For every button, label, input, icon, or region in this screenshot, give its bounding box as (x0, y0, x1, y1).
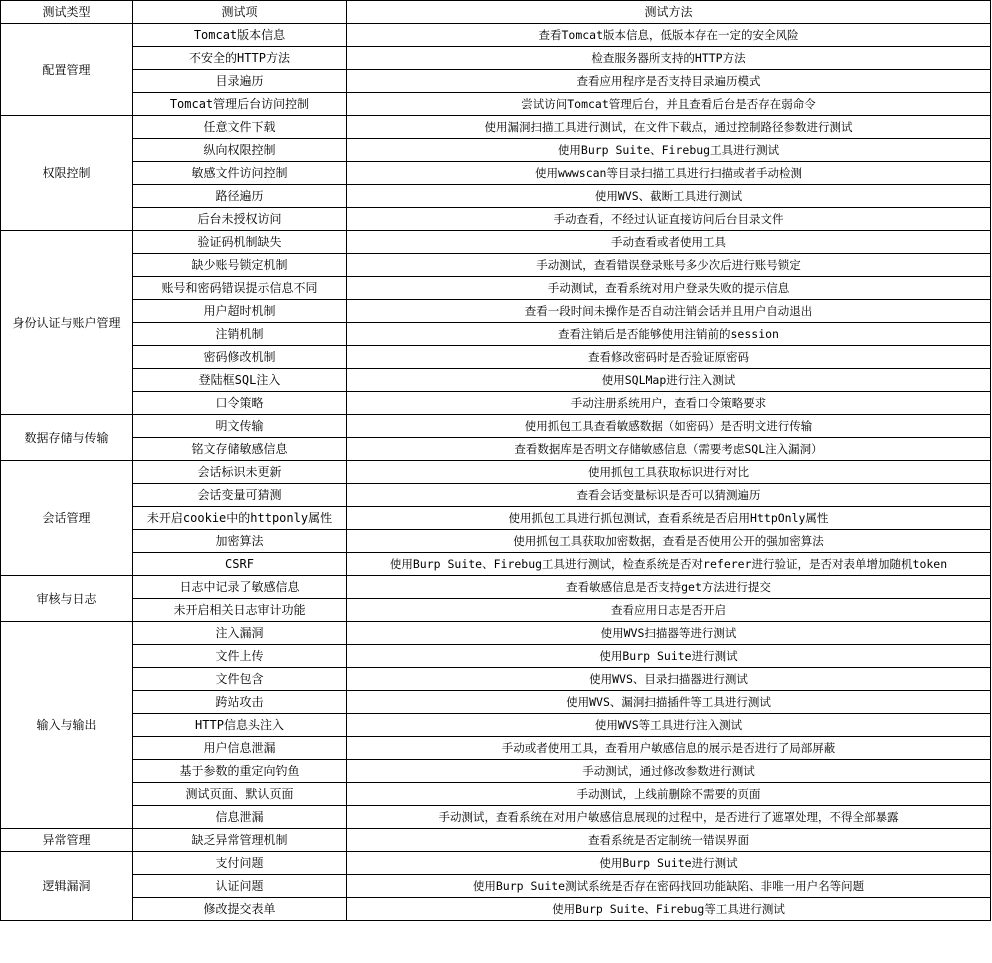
test-method-cell: 使用wwwscan等目录扫描工具进行扫描或者手动检测 (347, 162, 991, 185)
test-method-cell: 查看会话变量标识是否可以猜测遍历 (347, 484, 991, 507)
table-row (1, 392, 991, 415)
test-item-cell: 日志中记录了敏感信息 (133, 576, 347, 599)
test-method-cell: 手动测试，查看系统在对用户敏感信息展现的过程中，是否进行了遮罩处理，不得全部暴露 (347, 806, 991, 829)
test-method-cell: 使用抓包工具获取加密数据，查看是否使用公开的强加密算法 (347, 530, 991, 553)
test-method-cell: 使用Burp Suite进行测试 (347, 645, 991, 668)
test-item-cell: HTTP信息头注入 (133, 714, 347, 737)
header-test-type: 测试类型 (1, 1, 133, 24)
category-cell: 数据存储与传输 (1, 415, 133, 461)
table-row (1, 162, 991, 185)
table-row (1, 93, 991, 116)
table-row (1, 208, 991, 231)
test-item-cell: 验证码机制缺失 (133, 231, 347, 254)
table-row (1, 277, 991, 300)
category-cell: 身份认证与账户管理 (1, 231, 133, 415)
test-method-cell: 查看一段时间未操作是否自动注销会话并且用户自动退出 (347, 300, 991, 323)
test-method-cell: 手动测试，上线前删除不需要的页面 (347, 783, 991, 806)
test-method-cell: 使用SQLMap进行注入测试 (347, 369, 991, 392)
test-method-cell: 尝试访问Tomcat管理后台，并且查看后台是否存在弱命令 (347, 93, 991, 116)
test-item-cell: 路径遍历 (133, 185, 347, 208)
table-header (1, 1, 991, 24)
test-method-cell: 查看应用程序是否支持目录遍历模式 (347, 70, 991, 93)
test-method-cell: 手动或者使用工具，查看用户敏感信息的展示是否进行了局部屏蔽 (347, 737, 991, 760)
test-item-cell: 用户信息泄漏 (133, 737, 347, 760)
test-method-cell: 查看修改密码时是否验证原密码 (347, 346, 991, 369)
test-method-cell: 使用抓包工具查看敏感数据（如密码）是否明文进行传输 (347, 415, 991, 438)
test-method-cell: 查看应用日志是否开启 (347, 599, 991, 622)
table-body (1, 24, 991, 921)
table-row (1, 622, 991, 645)
test-item-cell: 文件包含 (133, 668, 347, 691)
table-row (1, 507, 991, 530)
table-row (1, 829, 991, 852)
table-row (1, 783, 991, 806)
test-item-cell: 任意文件下载 (133, 116, 347, 139)
test-method-cell: 手动注册系统用户，查看口令策略要求 (347, 392, 991, 415)
test-item-cell: 加密算法 (133, 530, 347, 553)
test-item-cell: 缺乏异常管理机制 (133, 829, 347, 852)
test-method-cell: 使用抓包工具进行抓包测试，查看系统是否启用HttpOnly属性 (347, 507, 991, 530)
header-test-method: 测试方法 (347, 1, 991, 24)
test-item-cell: 测试页面、默认页面 (133, 783, 347, 806)
test-method-cell: 查看系统是否定制统一错误界面 (347, 829, 991, 852)
table-row (1, 300, 991, 323)
table-row (1, 24, 991, 47)
test-item-cell: 明文传输 (133, 415, 347, 438)
test-item-cell: 纵向权限控制 (133, 139, 347, 162)
test-item-cell: 未开启相关日志审计功能 (133, 599, 347, 622)
test-item-cell: Tomcat版本信息 (133, 24, 347, 47)
table-row (1, 254, 991, 277)
test-item-cell: 信息泄漏 (133, 806, 347, 829)
test-method-cell: 使用WVS扫描器等进行测试 (347, 622, 991, 645)
table-row (1, 484, 991, 507)
category-cell: 权限控制 (1, 116, 133, 231)
table-row (1, 530, 991, 553)
test-item-cell: 敏感文件访问控制 (133, 162, 347, 185)
table-row (1, 47, 991, 70)
category-cell: 输入与输出 (1, 622, 133, 829)
test-item-cell: 目录遍历 (133, 70, 347, 93)
table-row (1, 461, 991, 484)
category-cell: 异常管理 (1, 829, 133, 852)
test-method-cell: 使用Burp Suite、Firebug工具进行测试，检查系统是否对referer进行验证，是否对表单增加随机token (347, 553, 991, 576)
table-row (1, 553, 991, 576)
category-cell: 会话管理 (1, 461, 133, 576)
test-method-cell: 查看Tomcat版本信息，低版本存在一定的安全风险 (347, 24, 991, 47)
test-method-cell: 手动测试，通过修改参数进行测试 (347, 760, 991, 783)
test-method-cell: 检查服务器所支持的HTTP方法 (347, 47, 991, 70)
test-item-cell: CSRF (133, 553, 347, 576)
test-item-cell: Tomcat管理后台访问控制 (133, 93, 347, 116)
test-method-cell: 使用漏洞扫描工具进行测试，在文件下载点，通过控制路径参数进行测试 (347, 116, 991, 139)
table-row (1, 714, 991, 737)
test-item-cell: 修改提交表单 (133, 898, 347, 921)
category-cell: 配置管理 (1, 24, 133, 116)
test-item-cell: 跨站攻击 (133, 691, 347, 714)
test-method-cell: 使用WVS等工具进行注入测试 (347, 714, 991, 737)
test-item-cell: 不安全的HTTP方法 (133, 47, 347, 70)
table-row (1, 346, 991, 369)
category-cell: 审核与日志 (1, 576, 133, 622)
test-method-cell: 使用抓包工具获取标识进行对比 (347, 461, 991, 484)
test-method-cell: 手动查看，不经过认证直接访问后台目录文件 (347, 208, 991, 231)
test-item-cell: 注入漏洞 (133, 622, 347, 645)
test-item-cell: 文件上传 (133, 645, 347, 668)
table-row (1, 668, 991, 691)
test-method-cell: 使用Burp Suite、Firebug工具进行测试 (347, 139, 991, 162)
header-test-item: 测试项 (133, 1, 347, 24)
test-method-cell: 查看敏感信息是否支持get方法进行提交 (347, 576, 991, 599)
table-row (1, 323, 991, 346)
test-item-cell: 铭文存储敏感信息 (133, 438, 347, 461)
test-item-cell: 登陆框SQL注入 (133, 369, 347, 392)
table-row (1, 438, 991, 461)
test-item-cell: 支付问题 (133, 852, 347, 875)
test-method-cell: 使用Burp Suite进行测试 (347, 852, 991, 875)
table-row (1, 645, 991, 668)
table-row (1, 369, 991, 392)
test-item-cell: 后台未授权访问 (133, 208, 347, 231)
test-item-cell: 用户超时机制 (133, 300, 347, 323)
test-method-cell: 手动测试，查看错误登录账号多少次后进行账号锁定 (347, 254, 991, 277)
test-item-cell: 未开启cookie中的httponly属性 (133, 507, 347, 530)
test-item-cell: 账号和密码错误提示信息不同 (133, 277, 347, 300)
test-item-cell: 认证问题 (133, 875, 347, 898)
test-item-cell: 口令策略 (133, 392, 347, 415)
table-row (1, 691, 991, 714)
table-row (1, 116, 991, 139)
test-method-cell: 手动测试，查看系统对用户登录失败的提示信息 (347, 277, 991, 300)
test-item-cell: 基于参数的重定向钓鱼 (133, 760, 347, 783)
table-row (1, 231, 991, 254)
table-row (1, 852, 991, 875)
category-cell: 逻辑漏洞 (1, 852, 133, 921)
table-row (1, 737, 991, 760)
test-method-cell: 使用WVS、漏洞扫描插件等工具进行测试 (347, 691, 991, 714)
test-method-cell: 使用Burp Suite、Firebug等工具进行测试 (347, 898, 991, 921)
test-method-cell: 查看数据库是否明文存储敏感信息（需要考虑SQL注入漏洞） (347, 438, 991, 461)
test-method-cell: 手动查看或者使用工具 (347, 231, 991, 254)
table-row (1, 760, 991, 783)
test-method-cell: 查看注销后是否能够使用注销前的session (347, 323, 991, 346)
test-item-cell: 缺少账号锁定机制 (133, 254, 347, 277)
test-method-cell: 使用WVS、截断工具进行测试 (347, 185, 991, 208)
test-method-cell: 使用Burp Suite测试系统是否存在密码找回功能缺陷、非唯一用户名等问题 (347, 875, 991, 898)
table-row (1, 576, 991, 599)
test-item-cell: 密码修改机制 (133, 346, 347, 369)
test-item-cell: 注销机制 (133, 323, 347, 346)
header-row (1, 1, 991, 24)
table-row (1, 599, 991, 622)
table-row (1, 185, 991, 208)
table-row (1, 139, 991, 162)
table-row (1, 70, 991, 93)
table-row (1, 898, 991, 921)
table-row (1, 415, 991, 438)
test-item-cell: 会话标识未更新 (133, 461, 347, 484)
table-row (1, 806, 991, 829)
table-row (1, 875, 991, 898)
test-item-cell: 会话变量可猜测 (133, 484, 347, 507)
test-method-cell: 使用WVS、目录扫描器进行测试 (347, 668, 991, 691)
